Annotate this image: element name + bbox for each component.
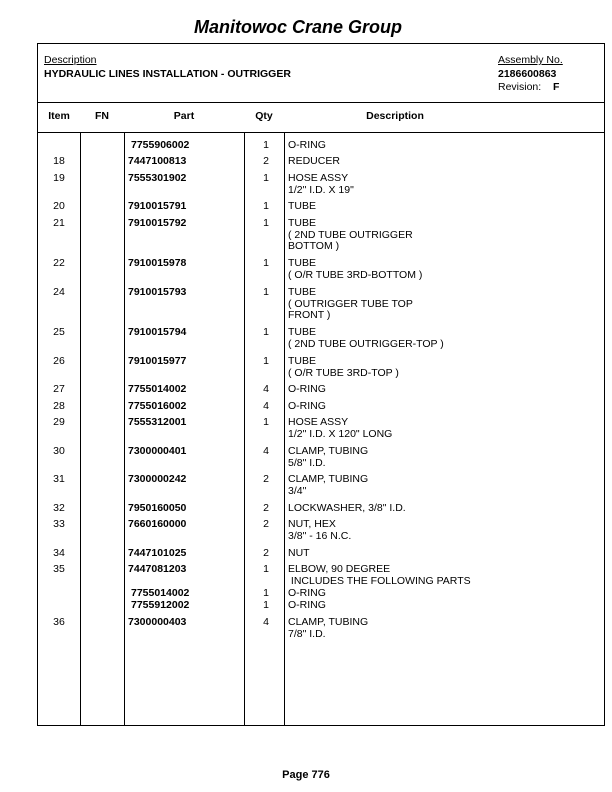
part-number: 7910015792 [128, 217, 187, 229]
part-number: 7755014002 [128, 383, 187, 395]
part-description: TUBE ( 2ND TUBE OUTRIGGER BOTTOM ) [288, 217, 413, 252]
company-title: Manitowoc Crane Group [193, 17, 402, 37]
part-number: 7910015978 [128, 257, 187, 269]
assembly-number: 2186600863 [498, 68, 557, 80]
part-description: HOSE ASSY 1/2" I.D. X 120" LONG [288, 416, 393, 440]
column-header-divider [38, 132, 604, 133]
column-header-qty: Qty [255, 110, 273, 122]
part-description: TUBE ( O/R TUBE 3RD-BOTTOM ) [288, 257, 423, 281]
part-number: 7300000242 [128, 473, 187, 485]
quantity: 4 [263, 445, 269, 457]
part-description: LOCKWASHER, 3/8" I.D. [288, 502, 406, 514]
item-number: 22 [53, 257, 65, 269]
item-number: 21 [53, 217, 65, 229]
part-description: CLAMP, TUBING 3/4" [288, 473, 369, 497]
quantity: 2 [263, 547, 269, 559]
item-number: 31 [53, 473, 65, 485]
item-number: 25 [53, 326, 65, 338]
part-number: 7447100813 [128, 155, 187, 167]
quantity: 1 [263, 139, 269, 151]
part-number: 7447081203 [128, 563, 187, 575]
item-number: 35 [53, 563, 65, 575]
quantity: 1 [263, 257, 269, 269]
part-description: TUBE ( O/R TUBE 3RD-TOP ) [288, 355, 399, 379]
part-description: O-RING [288, 599, 326, 611]
column-divider [284, 132, 285, 725]
part-description: CLAMP, TUBING 7/8" I.D. [288, 616, 369, 640]
part-description: ELBOW, 90 DEGREE INCLUDES THE FOLLOWING PARTS [288, 563, 471, 587]
quantity: 1 [263, 355, 269, 367]
item-number: 33 [53, 518, 65, 530]
part-number: 7755016002 [128, 400, 187, 412]
assembly-description: HYDRAULIC LINES INSTALLATION - OUTRIGGER [44, 68, 291, 80]
part-number: 7910015793 [128, 286, 187, 298]
part-number: 7755014002 [131, 587, 190, 599]
part-description: O-RING [288, 587, 326, 599]
item-number: 30 [53, 445, 65, 457]
quantity: 4 [263, 400, 269, 412]
item-number: 32 [53, 502, 65, 514]
part-number: 7300000403 [128, 616, 187, 628]
column-header-item: Item [48, 110, 70, 122]
item-number: 36 [53, 616, 65, 628]
column-divider [124, 132, 125, 725]
quantity: 1 [263, 563, 269, 575]
part-description: O-RING [288, 139, 326, 151]
part-number: 7910015794 [128, 326, 187, 338]
header-divider [38, 102, 604, 103]
parts-table-frame [37, 43, 605, 726]
part-number: 7555312001 [128, 416, 187, 428]
column-header-part: Part [173, 110, 195, 122]
part-description: TUBE ( OUTRIGGER TUBE TOP FRONT ) [288, 286, 413, 321]
revision-label: Revision: [498, 81, 542, 93]
quantity: 2 [263, 473, 269, 485]
part-number: 7755906002 [131, 139, 190, 151]
part-description: HOSE ASSY 1/2" I.D. X 19" [288, 172, 354, 196]
revision-value: F [553, 81, 560, 93]
quantity: 4 [263, 616, 269, 628]
item-number: 20 [53, 200, 65, 212]
part-number: 7555301902 [128, 172, 187, 184]
quantity: 1 [263, 217, 269, 229]
part-description: NUT, HEX 3/8" - 16 N.C. [288, 518, 352, 542]
part-description: TUBE ( 2ND TUBE OUTRIGGER-TOP ) [288, 326, 444, 350]
part-number: 7447101025 [128, 547, 187, 559]
quantity: 1 [263, 587, 269, 599]
part-description: O-RING [288, 400, 326, 412]
column-header-description: Description [366, 110, 424, 122]
part-description: REDUCER [288, 155, 340, 167]
description-label: Description [44, 54, 97, 66]
item-number: 26 [53, 355, 65, 367]
part-description: NUT [288, 547, 310, 559]
part-number: 7910015791 [128, 200, 187, 212]
part-number: 7755912002 [131, 599, 190, 611]
quantity: 1 [263, 416, 269, 428]
part-number: 7660160000 [128, 518, 187, 530]
part-description: CLAMP, TUBING 5/8" I.D. [288, 445, 369, 469]
column-header-fn: FN [95, 110, 109, 122]
assembly-number-label: Assembly No. [498, 54, 563, 66]
quantity: 1 [263, 172, 269, 184]
quantity: 2 [263, 155, 269, 167]
quantity: 2 [263, 502, 269, 514]
quantity: 2 [263, 518, 269, 530]
item-number: 34 [53, 547, 65, 559]
part-number: 7300000401 [128, 445, 187, 457]
item-number: 29 [53, 416, 65, 428]
item-number: 27 [53, 383, 65, 395]
page-number: Page 776 [282, 769, 330, 781]
quantity: 1 [263, 200, 269, 212]
part-description: TUBE [288, 200, 317, 212]
column-divider [80, 132, 81, 725]
column-divider [244, 132, 245, 725]
item-number: 18 [53, 155, 65, 167]
quantity: 1 [263, 286, 269, 298]
quantity: 4 [263, 383, 269, 395]
part-number: 7910015977 [128, 355, 187, 367]
item-number: 28 [53, 400, 65, 412]
part-number: 7950160050 [128, 502, 187, 514]
quantity: 1 [263, 326, 269, 338]
part-description: O-RING [288, 383, 326, 395]
item-number: 19 [53, 172, 65, 184]
quantity: 1 [263, 599, 269, 611]
item-number: 24 [53, 286, 65, 298]
